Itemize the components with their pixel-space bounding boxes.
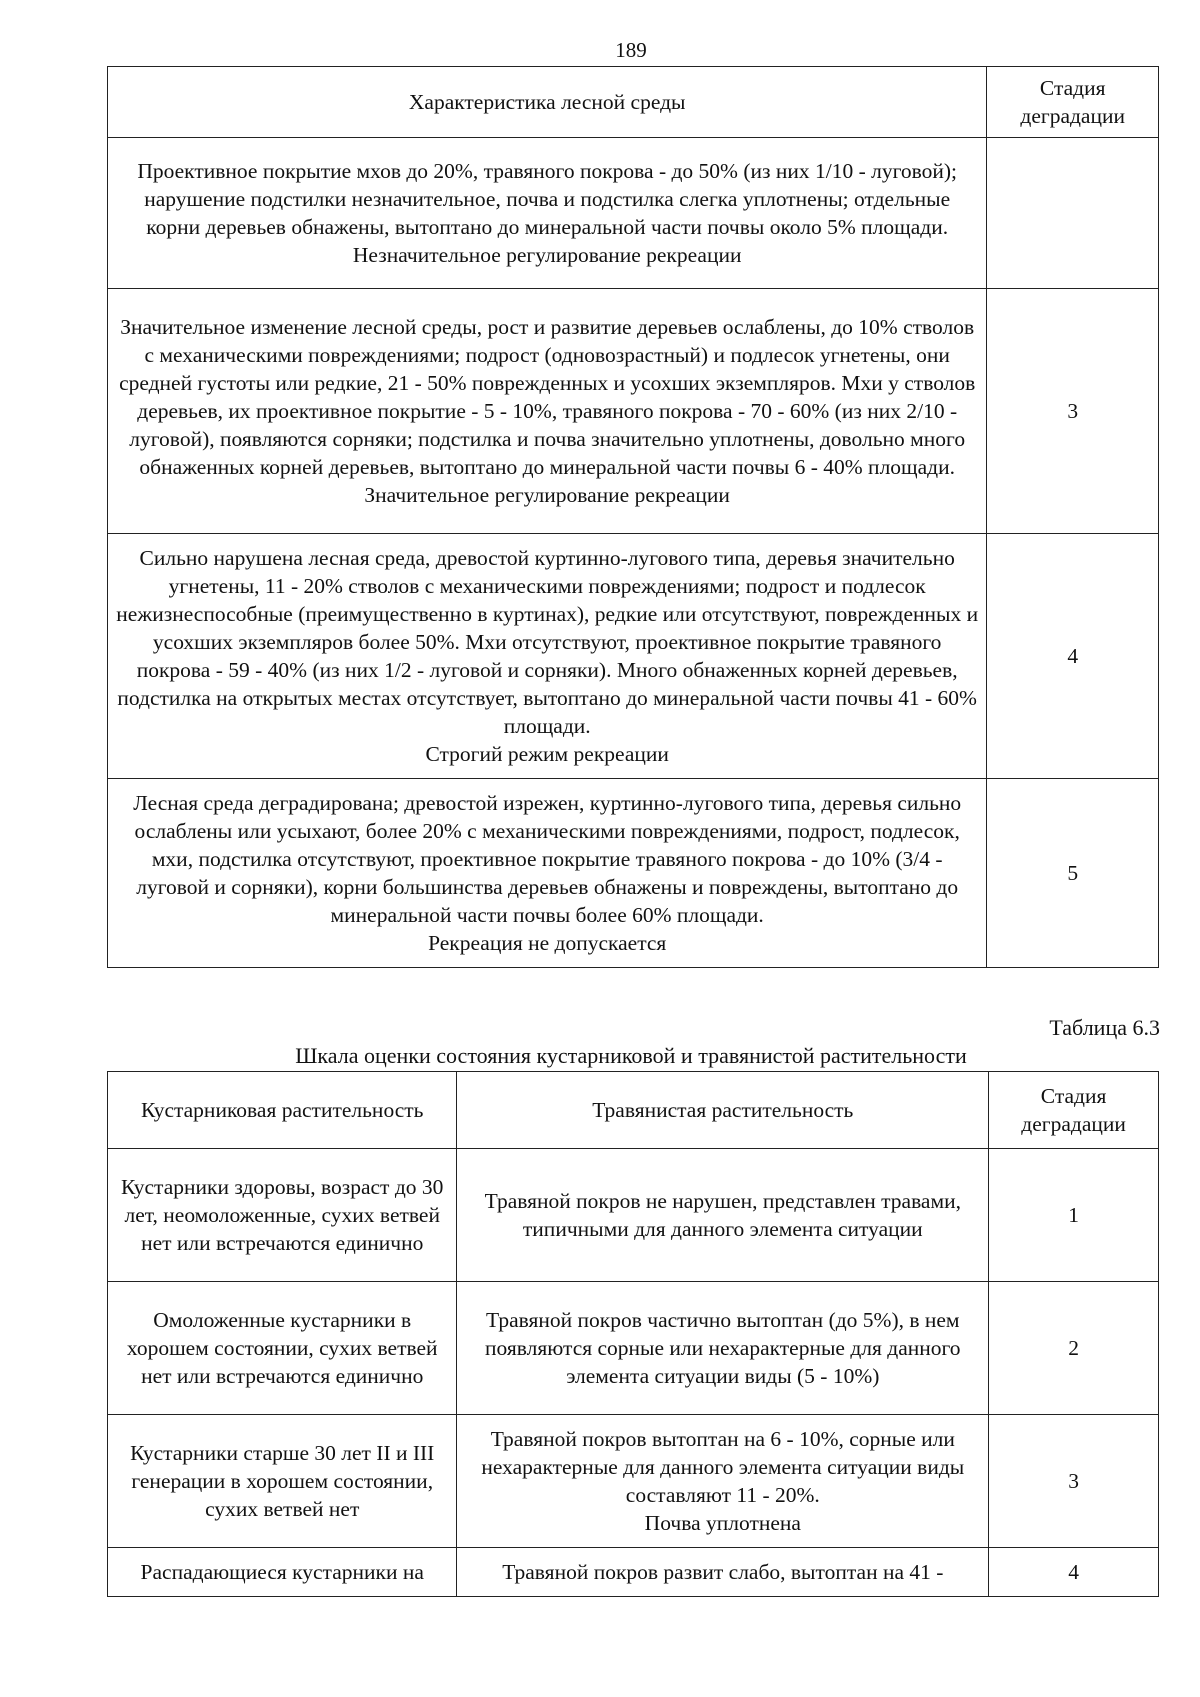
herb-cell [457,1415,989,1548]
table-title: Шкала оценки состояния кустарниковой и травянистой растительности [295,1043,967,1068]
stage-cell: 2 [989,1282,1159,1415]
regime-text: Незначительное регулирование рекреации [352,243,742,267]
herb-text: Травяной покров вытоптан на 6 - 10%, сорные или нехарактерные для данного элемента ситуации виды составляют 11 - 20%. [481,1427,965,1507]
table-header-row [108,1072,1159,1149]
herb-note: Почва уплотнена [644,1511,801,1535]
table-row [108,1415,1159,1548]
description-text: Проективное покрытие мхов до 20%, травяного покрова - до 50% (из них 1/10 - луговой); нарушение подстилки незначительное, почва и подстилка слегка уплотнены; отдельные корни деревьев обнажены, вытоптано до минеральной части почвы около 5% площади. [137,159,958,239]
description-cell [108,289,987,534]
table-row [108,1149,1159,1282]
table-row [108,138,1159,289]
description-cell [108,138,987,289]
header-shrub: Кустарниковая растительность [108,1072,457,1149]
stage-cell: 4 [987,534,1159,779]
shrub-herb-scale-table [107,1071,1159,1597]
table-row [108,289,1159,534]
header-stage: Стадия деградации [987,67,1159,138]
table-row [108,779,1159,968]
description-text: Значительное изменение лесной среды, рост и развитие деревьев ослаблены, до 10% стволов с механическими повреждениями; подрост (одновозрастный) и подлесок угнетены, они средней густоты или редкие, 21 - 50% поврежденных и усохших экземпляров. Мхи у стволов деревьев, их проективное покрытие - 5 - 10%, травяного покрова - 70 - 60% (из них 2/10 - луговой), появляются сорняки; подстилка и почва значительно уплотнены, довольно много обнаженных корней деревьев, вытоптано до минеральной части почвы 6 - 40% площади. [119,315,976,479]
herb-text: Травяной покров не нарушен, представлен травами, типичными для данного элемента ситуации [484,1189,961,1241]
table-label: Таблица 6.3 [1049,1015,1160,1040]
herb-text: Травяной покров частично вытоптан (до 5%), в нем появляются сорные или нехарактерные для данного элемента ситуации виды (5 - 10%) [485,1308,961,1388]
table-row [108,1282,1159,1415]
regime-text: Строгий режим рекреации [425,742,669,766]
table-header-row [108,67,1159,138]
regime-text: Рекреация не допускается [428,931,667,955]
page-number: 189 [615,38,647,62]
shrub-cell: Омоложенные кустарники в хорошем состоянии, сухих ветвей нет или встречаются единично [108,1282,457,1415]
herb-cell [457,1282,989,1415]
forest-degradation-table [107,66,1159,968]
description-cell [108,534,987,779]
table-row [108,534,1159,779]
table-row [108,1548,1159,1597]
herb-cell [457,1548,989,1597]
shrub-cell: Распадающиеся кустарники на [108,1548,457,1597]
header-stage: Стадия деградации [989,1072,1159,1149]
herb-text: Травяной покров развит слабо, вытоптан на 41 - [502,1560,944,1584]
header-description: Характеристика лесной среды [108,67,987,138]
regime-text: Значительное регулирование рекреации [364,483,730,507]
description-cell [108,779,987,968]
stage-cell: 3 [987,289,1159,534]
stage-cell [987,138,1159,289]
herb-cell [457,1149,989,1282]
shrub-cell: Кустарники здоровы, возраст до 30 лет, неомоложенные, сухих ветвей нет или встречаются единично [108,1149,457,1282]
stage-cell: 5 [987,779,1159,968]
stage-cell: 3 [989,1415,1159,1548]
shrub-cell: Кустарники старше 30 лет II и III генерации в хорошем состоянии, сухих ветвей нет [108,1415,457,1548]
description-text: Сильно нарушена лесная среда, древостой куртинно-лугового типа, деревья значительно угнетены, 11 - 20% стволов с механическими повреждениями; подрост и подлесок нежизнеспособные (преимущественно в куртинах), редкие или отсутствуют, поврежденных и усохших экземпляров более 50%. Мхи отсутствуют, проективное покрытие травяного покрова - 59 - 40% (из них 1/2 - луговой и сорняки). Много обнаженных корней деревьев, подстилка на открытых местах отсутствует, вытоптано до минеральной части почвы 41 - 60% площади. [116,546,979,738]
description-text: Лесная среда деградирована; древостой изрежен, куртинно-лугового типа, деревья сильно ослаблены или усыхают, более 20% с механическими повреждениями, подрост, подлесок, мхи, подстилка отсутствуют, проективное покрытие травяного покрова - до 10% (3/4 - луговой и сорняки), корни большинства деревьев обнажены и повреждены, вытоптано до минеральной части почвы более 60% площади. [133,791,962,927]
stage-cell: 1 [989,1149,1159,1282]
header-herb: Травянистая растительность [457,1072,989,1149]
stage-cell: 4 [989,1548,1159,1597]
